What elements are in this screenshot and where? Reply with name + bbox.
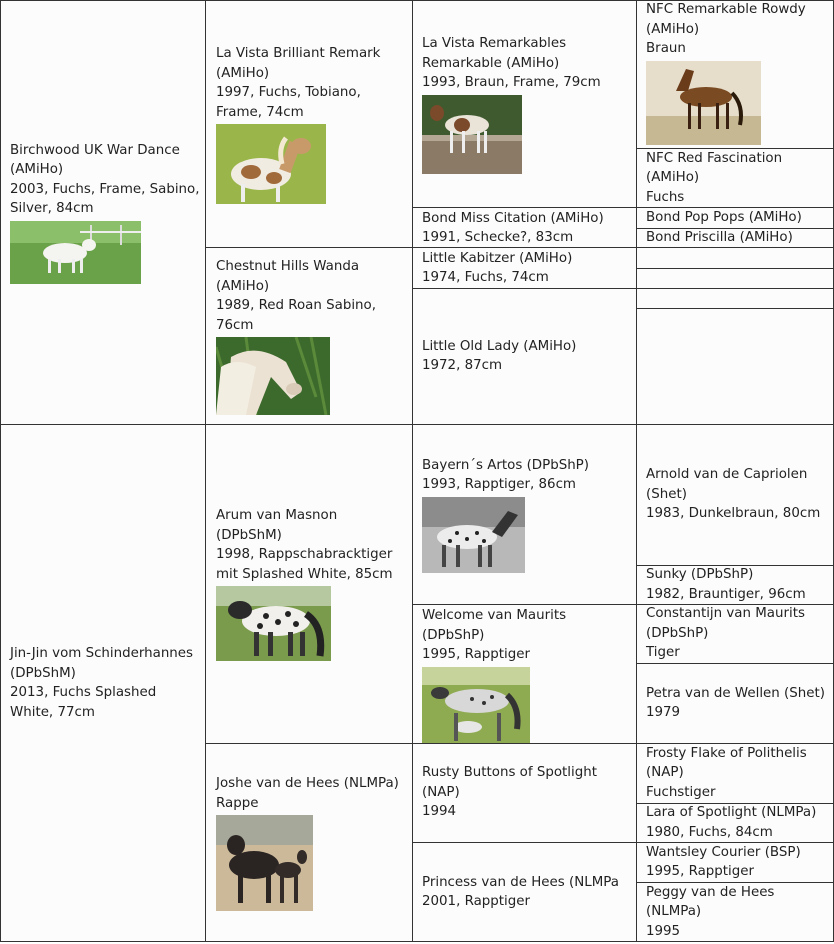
- pedigree-cell-gen3-h: [412, 842, 636, 942]
- horse-name: Peggy van de Hees (NLMPa): [646, 884, 775, 920]
- pedigree-cell-sire-sire: [206, 0, 412, 248]
- pedigree-cell-gen4-g: [636, 288, 834, 308]
- grid-line: [636, 565, 834, 566]
- grid-line: [636, 663, 834, 664]
- horse-name: Constantijn van Maurits (DPbShP): [646, 606, 805, 641]
- pedigree-cell-gen4-n: [636, 803, 834, 842]
- horse-name: NFC Remarkable Rowdy (AMiHo): [646, 2, 806, 37]
- pedigree-cell-gen3-e: [412, 424, 636, 604]
- grid-line: [205, 247, 834, 248]
- horse-photo: [216, 337, 406, 415]
- horse-photo: [10, 221, 200, 284]
- horse-photo: [422, 497, 630, 573]
- horse-info: 2003, Fuchs, Frame, Sabino, Silver, 84cm: [10, 181, 200, 216]
- horse-info: 1980, Fuchs, 84cm: [646, 824, 773, 840]
- horse-name: Little Kabitzer (AMiHo): [422, 250, 573, 266]
- grid-line: [205, 743, 834, 744]
- horse-info: 1995, Rapptiger: [422, 647, 531, 662]
- pedigree-cell-gen4-l: [636, 663, 834, 743]
- horse-name: Lara of Spotlight (NLMPa): [646, 805, 817, 820]
- horse-info: Tiger: [646, 645, 680, 661]
- horse-name: Chestnut Hills Wanda (AMiHo): [216, 259, 360, 294]
- grid-line: [412, 0, 413, 942]
- horse-info: 1979: [646, 705, 681, 720]
- grid-line: [412, 842, 834, 843]
- grid-line: [636, 0, 637, 942]
- grid-line: [636, 268, 834, 269]
- pedigree-cell-gen4-d: [636, 228, 834, 248]
- horse-name: Jin-Jin vom Schinderhannes (DPbShM): [10, 646, 194, 681]
- horse-photo: [646, 61, 828, 145]
- grid-line: [636, 228, 834, 229]
- grid-line: [412, 207, 834, 208]
- grid-line: [0, 0, 834, 1]
- horse-name: Joshe van de Hees (NLMPa): [216, 776, 399, 791]
- pedigree-cell-gen4-m: [636, 743, 834, 803]
- horse-name: Frosty Flake of Polithelis (NAP): [646, 745, 807, 781]
- grid-line: [636, 882, 834, 883]
- horse-name: Birchwood UK War Dance (AMiHo): [10, 142, 180, 177]
- horse-info: 1994: [422, 804, 457, 820]
- horse-info: 1991, Schecke?, 83cm: [422, 230, 574, 245]
- horse-info: 1983, Dunkelbraun, 80cm: [646, 506, 821, 522]
- horse-name: Petra van de Wellen (Shet): [646, 685, 825, 701]
- horse-name: Wantsley Courier (BSP): [646, 844, 801, 860]
- grid-line: [636, 308, 834, 309]
- pedigree-cell-gen4-c: [636, 208, 834, 228]
- grid-line: [412, 288, 834, 289]
- horse-name: Arnold van de Capriolen (Shet): [646, 467, 808, 502]
- horse-name: Bond Priscilla (AMiHo): [646, 230, 793, 246]
- pedigree-cell-gen4-p: [636, 882, 834, 942]
- horse-info: 2001, Rapptiger: [422, 894, 531, 909]
- pedigree-cell-gen3-f: [412, 604, 636, 743]
- pedigree-cell-dam: [0, 424, 206, 942]
- pedigree-cell-gen3-c: [412, 248, 636, 288]
- pedigree-cell-dam-sire: [206, 424, 412, 743]
- grid-line: [205, 0, 206, 942]
- horse-photo: [422, 667, 630, 747]
- horse-info: 1989, Red Roan Sabino, 76cm: [216, 298, 376, 333]
- pedigree-cell-gen3-b: [412, 208, 636, 248]
- horse-name: Welcome van Maurits (DPbShP): [422, 608, 567, 643]
- grid-line: [0, 941, 834, 942]
- horse-info: 1993, Braun, Frame, 79cm: [422, 75, 601, 90]
- grid-line: [636, 148, 834, 149]
- pedigree-cell-gen4-h: [636, 308, 834, 424]
- horse-info: 1998, Rappschabracktiger mit Splashed White, 85cm: [216, 547, 393, 582]
- pedigree-cell-gen4-o: [636, 842, 834, 882]
- grid-line: [0, 0, 1, 942]
- pedigree-cell-gen4-k: [636, 604, 834, 663]
- horse-name: Arum van Masnon (DPbShM): [216, 508, 338, 543]
- horse-info: 1995, Rapptiger: [646, 864, 755, 879]
- horse-photo: [216, 124, 406, 204]
- pedigree-cell-sire-dam: [206, 248, 412, 424]
- horse-name: Rusty Buttons of Spotlight (NAP): [422, 765, 597, 800]
- horse-info: Fuchstiger: [646, 784, 716, 800]
- horse-info: 1982, Brauntiger, 96cm: [646, 586, 806, 602]
- pedigree-cell-dam-dam: [206, 743, 412, 942]
- pedigree-cell-gen3-d: [412, 288, 636, 424]
- pedigree-cell-gen4-i: [636, 424, 834, 565]
- grid-line: [0, 424, 834, 425]
- horse-photo: [216, 815, 406, 911]
- pedigree-cell-sire: [0, 0, 206, 424]
- pedigree-cell-gen4-f: [636, 268, 834, 288]
- horse-info: 1972, 87cm: [422, 358, 503, 373]
- pedigree-cell-gen4-b: [636, 148, 834, 208]
- horse-info: Fuchs: [646, 189, 685, 205]
- horse-name: Sunky (DPbShP): [646, 567, 754, 582]
- horse-photo: [422, 95, 630, 174]
- pedigree-cell-gen3-a: [412, 0, 636, 208]
- horse-name: La Vista Remarkables Remarkable (AMiHo): [422, 36, 567, 71]
- horse-info: 2013, Fuchs Splashed White, 77cm: [10, 685, 157, 720]
- horse-info: 1993, Rapptiger, 86cm: [422, 477, 576, 492]
- horse-name: Bond Miss Citation (AMiHo): [422, 210, 604, 226]
- pedigree-cell-gen3-g: [412, 743, 636, 842]
- horse-info: 1995: [646, 923, 681, 939]
- pedigree-cell-gen4-a: [636, 0, 834, 148]
- horse-name: Bond Pop Pops (AMiHo): [646, 210, 802, 226]
- horse-info: 1974, Fuchs, 74cm: [422, 270, 549, 285]
- horse-info: Rappe: [216, 795, 259, 811]
- pedigree-cell-gen4-e: [636, 248, 834, 268]
- horse-name: La Vista Brilliant Remark (AMiHo): [216, 46, 381, 81]
- horse-name: Princess van de Hees (NLMPa: [422, 874, 619, 890]
- horse-info: 1997, Fuchs, Tobiano, Frame, 74cm: [216, 85, 361, 120]
- grid-line: [636, 803, 834, 804]
- horse-name: NFC Red Fascination (AMiHo): [646, 150, 783, 186]
- grid-line: [412, 604, 834, 605]
- horse-info: Braun: [646, 41, 686, 56]
- horse-name: Little Old Lady (AMiHo): [422, 338, 577, 354]
- pedigree-cell-gen4-j: [636, 565, 834, 604]
- horse-name: Bayern´s Artos (DPbShP): [422, 457, 589, 473]
- horse-photo: [216, 586, 406, 661]
